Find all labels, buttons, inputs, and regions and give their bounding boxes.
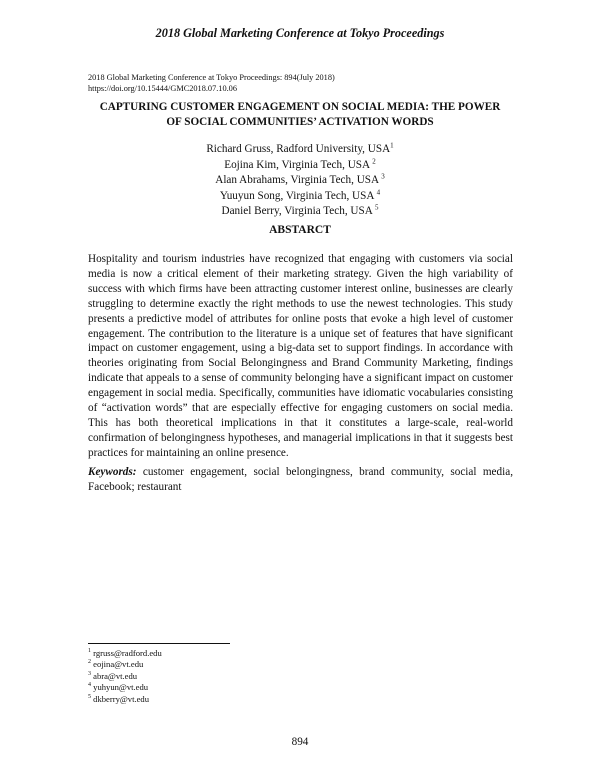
- author-list: [100, 142, 500, 220]
- doi-link[interactable]: https://doi.org/10.15444/GMC2018.07.10.06: [88, 84, 237, 93]
- keywords-label: Keywords:: [88, 466, 137, 478]
- footnote: [88, 671, 162, 682]
- citation-block: [88, 72, 335, 94]
- author-line: [100, 158, 500, 174]
- footnote-mark: 4: [376, 188, 381, 197]
- author-line: [100, 142, 500, 158]
- footnote-mark: 3: [381, 172, 385, 181]
- footnote: [88, 648, 162, 659]
- author-line: [100, 189, 500, 205]
- author-line: [100, 173, 500, 189]
- footnote-mark: 3: [88, 670, 91, 677]
- author-name: Alan Abrahams, Virginia Tech, USA: [215, 174, 382, 187]
- footnote-email: yuhyun@vt.edu: [91, 682, 149, 693]
- running-header: 2018 Global Marketing Conference at Tokyo Proceedings: [155, 26, 445, 40]
- author-name: Daniel Berry, Virginia Tech, USA: [221, 205, 375, 218]
- footnote-mark: 1: [390, 141, 394, 150]
- author-name: Yuuyun Song, Virginia Tech, USA: [219, 189, 377, 202]
- footnote-mark: 5: [88, 693, 91, 700]
- title-line: CAPTURING CUSTOMER ENGAGEMENT ON SOCIAL MEDIA: THE POWER: [99, 101, 501, 113]
- footnote-mark: 4: [88, 682, 91, 689]
- citation-line: 2018 Global Marketing Conference at Tokyo Proceedings: 894(July 2018): [88, 73, 335, 82]
- author-name: Richard Gruss, Radford University, USA: [206, 143, 391, 155]
- footnote-mark: 2: [88, 659, 91, 666]
- footnote-email: dkberry@vt.edu: [91, 693, 150, 704]
- keywords: [88, 465, 513, 495]
- footnote-mark: 1: [88, 648, 91, 655]
- footnote-email: eojina@vt.edu: [91, 659, 144, 670]
- abstract-body: Hospitality and tourism industries have recognized that engaging with customers via social media is now a critical element of their marketing strategy. Given the high variability of success with which firms have been attracting customer interest online, businesses are clearly struggling to determine exactly the right methods to use the newest technologies. This study presents a predictive model of attributes for online posts that evoke a high level of customer engagement. The contribution to the literature is a unique set of features that have significant impact on customer engagement, using a big-data set to support findings. In accordance with theories originating from Social Belongingness and Brand Community Marketing, findings indicate that appeals to a sense of community belonging have a significant impact on customer engagement in social media. Specifically, communities have idiomatic vocabularies consisting of “activation words” that are especially effective for engaging customers on social media. This has both theoretical implications in that it constitutes a large-scale, real-world confirmation of belongingness hypotheses, and managerial implications in that it suggests best practices for maintaining an online presence.: [88, 253, 513, 459]
- footnote-email: abra@vt.edu: [91, 670, 138, 681]
- author-line: [100, 204, 500, 220]
- footnote-divider: [88, 643, 230, 644]
- abstract-heading: ABSTARCT: [269, 224, 331, 236]
- footnote: [88, 694, 162, 705]
- page-number: 894: [291, 736, 309, 748]
- footnote-email: rgruss@radford.edu: [91, 648, 162, 658]
- footnote: [88, 682, 162, 693]
- footnote-mark: 5: [375, 203, 379, 212]
- footnote-mark: 2: [372, 156, 376, 165]
- footnotes: [88, 648, 162, 705]
- title-line: OF SOCIAL COMMUNITIES’ ACTIVATION WORDS: [166, 115, 434, 128]
- author-name: Eojina Kim, Virginia Tech, USA: [224, 158, 373, 171]
- footnote: [88, 659, 162, 670]
- paper-title: [80, 100, 520, 129]
- keywords-text: customer engagement, social belongingness, brand community, social media, Facebook; restaurant: [88, 466, 513, 493]
